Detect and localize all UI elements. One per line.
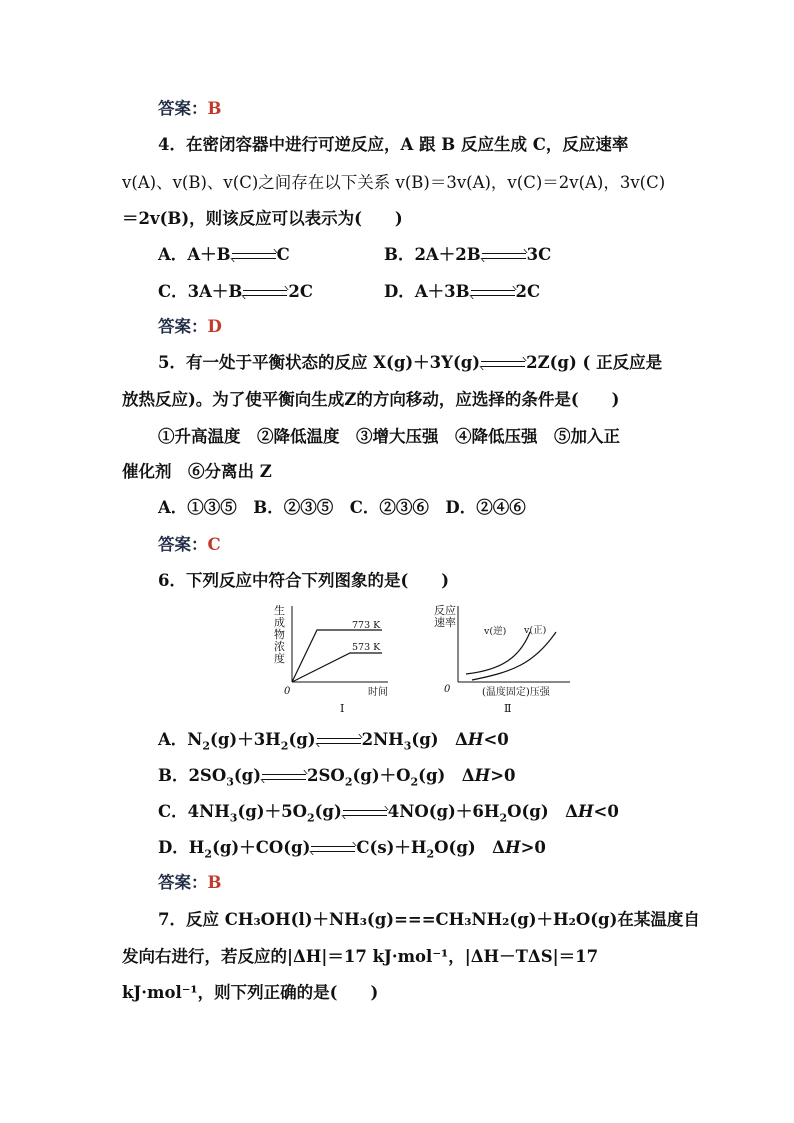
q6-option-d: D．$H_2(g)+CO(g)$ $C(s)+H_2O(g)$ ΔH>0 — [158, 838, 546, 861]
q7-stem-line-2 — [122, 946, 598, 968]
q6-stem-line — [158, 570, 449, 592]
answer-line-q5 — [158, 534, 221, 556]
q6-option-a: A．$N_2(g)+3H_2(g)$ $2NH_3(g)$ ΔH<0 — [158, 730, 509, 753]
graph-1-label-773k: 773 K — [352, 620, 381, 631]
q5-stem-1b: 2Z(g) ( 正反应是 — [526, 353, 663, 372]
q4-stem-3: ＝2v(B)，则该反应可以表示为( ) — [122, 209, 403, 228]
q5-stem-line-2 — [122, 389, 619, 411]
q5-conditions-1: ①升高温度 ②降低温度 ③增大压强 ④降低压强 ⑤加入正 — [158, 427, 620, 446]
q6-option-c: C．$4NH_3(g)+5O_2(g)$ $4NO(g)+6H_2O(g)$ ΔH<0 — [158, 802, 619, 825]
answer-value: D — [207, 317, 222, 336]
q4-stem-2: v(A)、v(B)、v(C)之间存在以下关系 v(B)＝3v(A)，v(C)＝2v(A)，3v(C) — [122, 173, 666, 192]
q5-conditions-2: 催化剂 ⑥分离出 Z — [122, 462, 272, 481]
q6-stem: 下列反应中符合下列图象的是( ) — [185, 571, 450, 590]
q4-option-c — [158, 281, 313, 303]
graph-2-curve-reverse — [466, 632, 530, 674]
answer-label: 答案： — [158, 99, 208, 118]
reaction-left: 3A＋B — [187, 282, 243, 301]
reaction-left: 2A＋2B — [414, 245, 481, 264]
q7-stem-line-1 — [158, 909, 700, 931]
graph-2-ylabel-char: 速 — [434, 616, 445, 629]
q7-stem-3: kJ·mol⁻¹，则下列正确的是( ) — [122, 983, 379, 1002]
graph-2-rate-pressure — [432, 602, 582, 714]
q5-options-text: A．①③⑤ B．②③⑤ C．②③⑥ D．②④⑥ — [158, 498, 526, 517]
graph-2-caption: Ⅱ — [504, 702, 512, 714]
answer-label: 答案： — [158, 535, 208, 554]
q4-option-a — [158, 244, 290, 266]
q4-option-d — [384, 281, 540, 303]
graph-1-ylabel-char: 浓 — [274, 640, 285, 653]
q5-number: 5． — [158, 353, 186, 372]
graph-2-ylabel-char: 率 — [445, 616, 456, 629]
graph-1-concentration-time — [270, 602, 400, 714]
reaction-right: 3C — [526, 245, 552, 264]
q7-stem-line-3 — [122, 982, 378, 1004]
graph-2-xlabel: (温度固定)压强 — [482, 687, 550, 698]
answer-label: 答案： — [158, 317, 208, 336]
option-label: A． — [158, 245, 188, 264]
equilibrium-arrow-icon — [317, 736, 361, 746]
graph-2-ylabel-char: 反 — [434, 604, 445, 617]
q4-stem-line-2 — [122, 172, 665, 194]
q4-stem-line-3 — [122, 208, 403, 230]
q5-stem-line-1 — [158, 352, 662, 374]
reaction-right: C — [276, 245, 290, 264]
q5-conditions-line-2 — [122, 461, 272, 483]
reaction-left: A＋3B — [414, 282, 470, 301]
option-label: D． — [384, 282, 415, 301]
answer-line-q4 — [158, 316, 222, 338]
equilibrium-arrow-icon — [232, 251, 276, 261]
answer-value: B — [207, 99, 222, 118]
answer-line-q3 — [158, 98, 221, 120]
graph-1-origin: 0 — [284, 686, 291, 697]
graph-1-ylabel-char: 物 — [274, 628, 285, 641]
reaction-right: 2C — [515, 282, 541, 301]
option-label: C． — [158, 282, 188, 301]
graph-1-curve-573k — [292, 653, 382, 682]
answer-value: C — [207, 535, 221, 554]
q5-options — [158, 497, 526, 519]
reaction-left: A＋B — [187, 245, 231, 264]
answer-line-q6 — [158, 872, 221, 894]
equilibrium-arrow-icon — [471, 288, 515, 298]
graph-2-ylabel-char: 应 — [445, 604, 456, 617]
equilibrium-arrow-icon — [482, 251, 526, 261]
q4-option-b — [384, 244, 551, 266]
q6-number: 6． — [158, 571, 186, 590]
equilibrium-arrow-icon — [243, 288, 287, 298]
equilibrium-arrow-icon — [481, 359, 525, 369]
reaction-right: 2C — [288, 282, 313, 301]
graph-1-caption: Ⅰ — [340, 702, 345, 714]
option-label: B． — [384, 245, 415, 264]
graph-1-ylabel-char: 成 — [274, 616, 285, 629]
equilibrium-arrow-icon — [262, 772, 306, 782]
q4-stem-line-1 — [158, 134, 628, 156]
q4-number: 4． — [158, 135, 186, 154]
graph-1-curve-773k — [292, 630, 382, 682]
q5-conditions-line-1 — [158, 426, 620, 448]
graph-1-ylabel-char: 生 — [274, 604, 285, 617]
q5-stem-2: 放热反应)。为了使平衡向生成Z的方向移动，应选择的条件是( ) — [122, 390, 620, 409]
q7-stem-1: 反应 CH₃OH(l)＋NH₃(g)===CH₃NH₂(g)＋H₂O(g)在某温度自 — [185, 910, 700, 929]
q7-stem-2: 发向右进行，若反应的|ΔH|＝17 kJ·mol⁻¹，|ΔH－TΔS|＝17 — [122, 947, 599, 966]
graph-2-label-reverse: v(逆) — [484, 626, 507, 637]
graph-1-ylabel-char: 度 — [274, 652, 285, 665]
graph-1-xlabel: 时间 — [368, 687, 388, 698]
q6-option-b: B．$2SO_3(g)$ $2SO_2(g)+O_2(g)$ ΔH>0 — [158, 766, 516, 789]
q4-stem-1: 在密闭容器中进行可逆反应，A 跟 B 反应生成 C，反应速率 — [185, 135, 629, 154]
answer-label: 答案： — [158, 873, 208, 892]
answer-value: B — [207, 873, 222, 892]
q5-stem-1a: 有一处于平衡状态的反应 X(g)＋3Y(g) — [185, 353, 481, 372]
graph-2-origin: 0 — [444, 684, 451, 695]
graph-2-label-forward: v(正) — [524, 625, 547, 636]
equilibrium-arrow-icon — [343, 808, 387, 818]
q7-number: 7． — [158, 910, 186, 929]
equilibrium-arrow-icon — [311, 844, 355, 854]
graph-1-label-573k: 573 K — [352, 642, 381, 653]
